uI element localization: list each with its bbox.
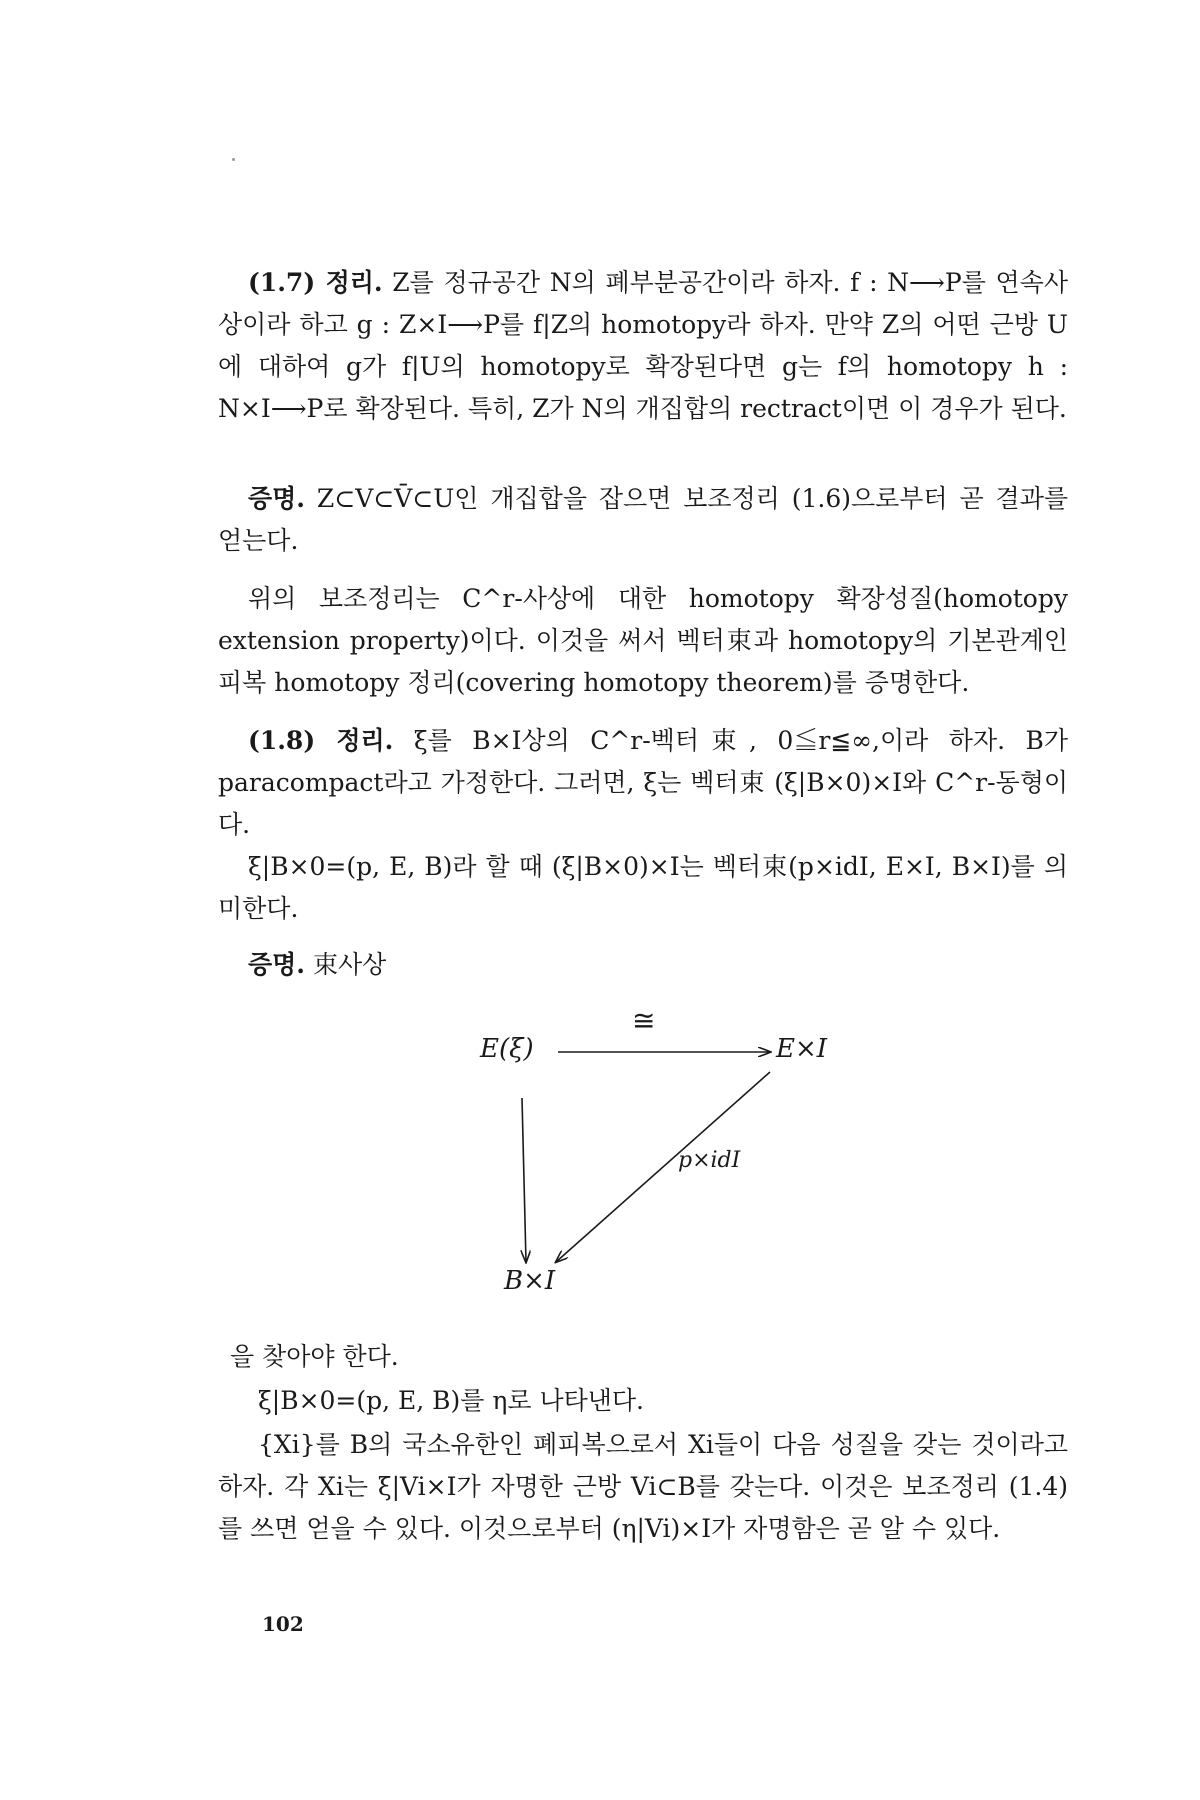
theorem-1-8-text: ξ를 B×I상의 C^r-벡터束, 0≦r≦∞,이라 하자. B가 paracompact라고 가정한다. 그러면, ξ는 벡터束 (ξ|B×0)×I와 C^r-동형이다. xyxy=(218,726,1069,839)
after-line-2-text: ξ|B×0=(p, E, B)를 η로 나타낸다. xyxy=(258,1386,645,1415)
after-line-3-text: {Xi}를 B의 국소유한인 폐피복으로서 Xi들이 다음 성질을 갖는 것이라고 하자. 각 Xi는 ξ|Vi×I가 자명한 근방 Vi⊂B를 갖는다. 이것은 보조정리 (1.4)를 쓰면 얻을 수 있다. 이것으로부터 (η|Vi)×I가 자명함은 곧 알 수 있다. xyxy=(218,1430,1068,1543)
node-e-xi: E(ξ) xyxy=(480,1034,534,1064)
remark-text: 위의 보조정리는 C^r-사상에 대한 homotopy 확장성질(homotopy extension property)이다. 이것을 써서 벡터束과 homotopy의 기본관계인 피복 homotopy 정리(covering homotopy theorem)를 증명한다. xyxy=(218,584,1068,697)
node-b-times-i: B×I xyxy=(504,1266,556,1296)
proof-2-label: 증명. xyxy=(248,950,306,979)
proof-1-text: Z⊂V⊂V̄⊂U인 개집합을 잡으면 보조정리 (1.6)으로부터 곧 결과를 얻는다. xyxy=(218,484,1068,555)
theorem-1-7-label: (1.7) 정리. xyxy=(248,268,383,297)
after-line-3 xyxy=(218,1424,1068,1550)
after-line-1 xyxy=(218,1336,1068,1378)
theorem-1-8-label: (1.8) 정리. xyxy=(248,726,394,755)
node-e-times-i: E×I xyxy=(776,1034,828,1064)
diag-arrow-label: p×idI xyxy=(678,1148,741,1173)
proof-2-text: 束사상 xyxy=(312,950,387,979)
left-arrow xyxy=(522,1098,526,1262)
iso-symbol: ≅ xyxy=(632,1004,656,1037)
theorem-1-7-text: Z를 정규공간 N의 폐부분공간이라 하자. f : N⟶P를 연속사상이라 하고 g : Z×I⟶P를 f|Z의 homotopy라 하자. 만약 Z의 어떤 근방 U에 대하여 g가 f|U의 homotopy로 확장된다면 g는 f의 homotopy h : N×I⟶P로 확장된다. 특히, Z가 N의 개집합의 rectract이면 이 경우가 된다. xyxy=(218,268,1068,423)
note-text: ξ|B×0=(p, E, B)라 할 때 (ξ|B×0)×I는 벡터束(p×idI, E×I, B×I)를 의미한다. xyxy=(218,852,1068,923)
page-number: 102 xyxy=(262,1612,304,1636)
after-line-2 xyxy=(218,1380,1068,1422)
proof-1-label: 증명. xyxy=(248,484,306,513)
after-line-1-text: 을 찾아야 한다. xyxy=(230,1342,399,1371)
